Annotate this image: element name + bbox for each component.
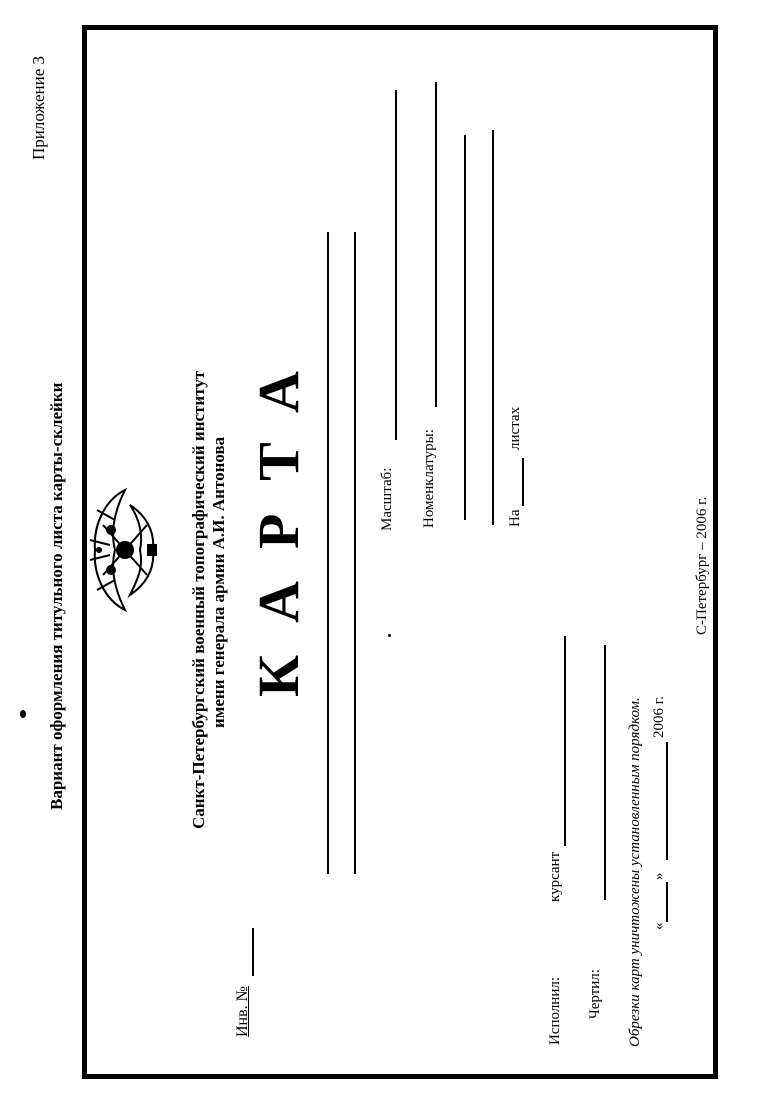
scan-speck <box>388 634 391 637</box>
scale-line <box>395 90 397 440</box>
executor-signature-line <box>564 636 566 846</box>
date-open-quote: « <box>651 922 667 930</box>
sheets-count-line <box>522 458 524 506</box>
sheet-caption: Вариант оформления титульного листа карты-склейки <box>47 382 66 810</box>
institute-name: Санкт-Петербургский военный топографический институт <box>189 370 208 829</box>
document-title: КАРТА <box>246 339 311 697</box>
nomenclature-line <box>492 130 494 525</box>
nomenclature-line <box>464 135 466 520</box>
title-line <box>327 232 329 874</box>
destruction-note: Обрезки карт уничтожены установленным порядком. <box>627 697 643 1047</box>
date-year: 2006 г. <box>651 696 667 738</box>
eagle-emblem <box>85 470 165 630</box>
institute-name-line2: имени генерала армии А.И. Антонова <box>209 436 228 728</box>
page-frame <box>82 25 718 1079</box>
appendix-label: Приложение 3 <box>29 56 48 160</box>
nomenclature-label: Номенклатуры: <box>421 429 437 528</box>
executor-label: Исполнил: <box>547 976 563 1045</box>
drafter-label: Чертил: <box>587 969 603 1019</box>
inventory-line <box>252 928 254 976</box>
date-day-line <box>666 882 668 922</box>
sheets-prefix: На <box>507 509 523 527</box>
scan-speck <box>20 710 26 718</box>
sheets-suffix: листах <box>507 406 523 450</box>
title-line <box>354 232 356 874</box>
cadet-label: курсант <box>547 851 563 902</box>
date-month-line <box>666 742 668 860</box>
city-year: С-Петербург – 2006 г. <box>694 496 710 635</box>
inventory-number-label: Инв. № <box>234 986 251 1037</box>
scale-label: Масштаб: <box>379 467 395 531</box>
date-close-quote: » <box>651 872 667 880</box>
drafter-signature-line <box>604 645 606 900</box>
nomenclature-line <box>435 82 437 407</box>
